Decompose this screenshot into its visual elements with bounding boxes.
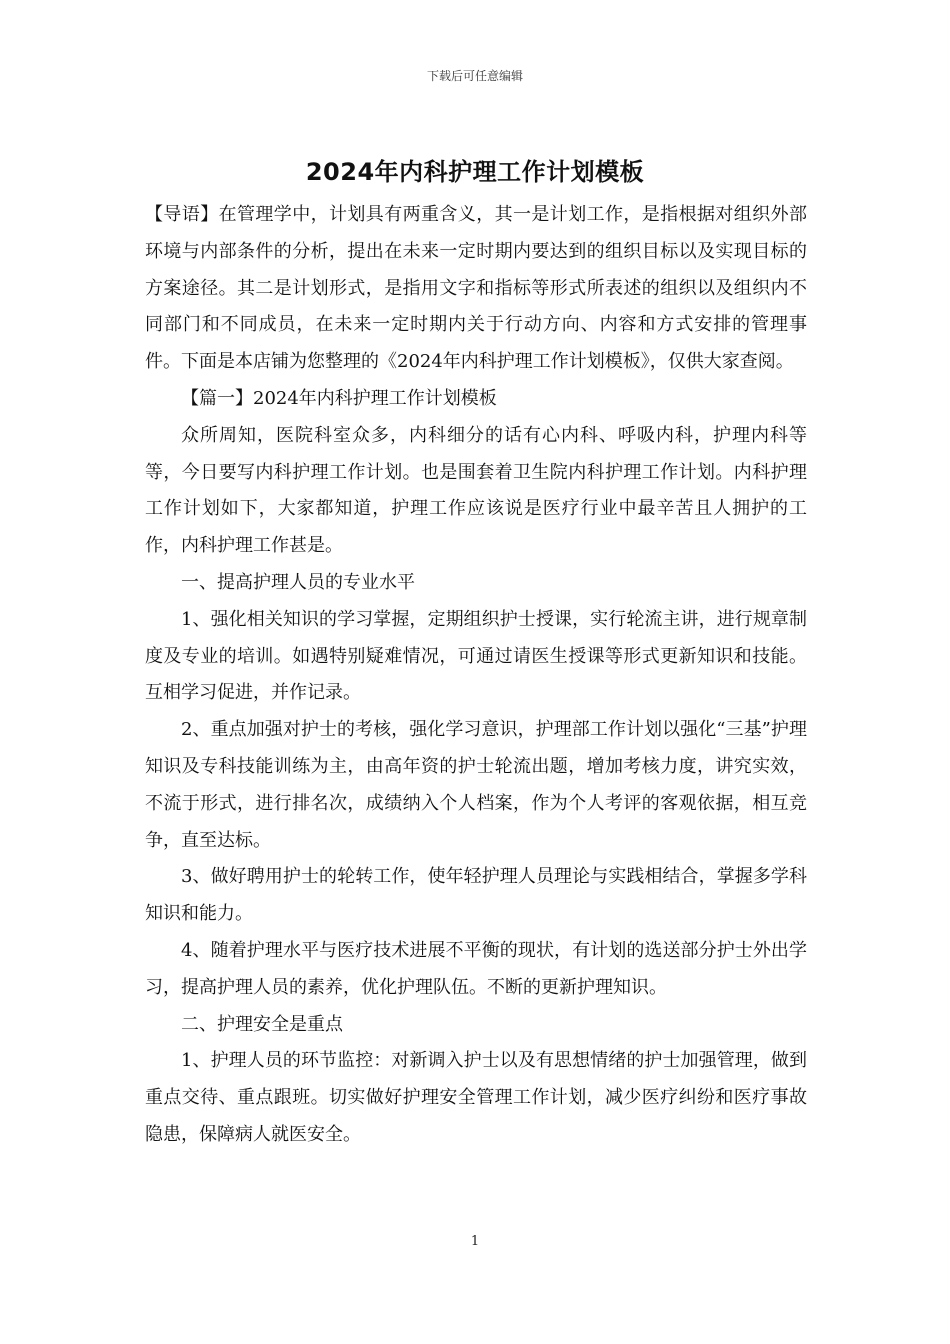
- intro-paragraph: 【导语】在管理学中，计划具有两重含义，其一是计划工作，是指根据对组织外部环境与内部条件的分析，提出在未来一定时期内要达到的组织目标以及实现目标的方案途径。其二是计划形式，是指用文字和指标等形式所表述的组织以及组织内不同部门和不同成员，在未来一定时期内关于行动方向、内容和方式安排的管理事件。下面是本店铺为您整理的《2024年内科护理工作计划模板》，仅供大家查阅。: [145, 204, 807, 373]
- body-paragraph: 1、护理人员的环节监控：对新调入护士以及有思想情绪的护士加强管理，做到重点交待、重点跟班。切实做好护理安全管理工作计划，减少医疗纠纷和医疗事故隐患，保障病人就医安全。: [145, 1050, 807, 1145]
- body-paragraph: 2、重点加强对护士的考核，强化学习意识，护理部工作计划以强化“三基”护理知识及专科技能训练为主，由高年资的护士轮流出题，增加考核力度，讲究实效，不流于形式，进行排名次，成绩纳入个人档案，作为个人考评的客观依据，相互竞争，直至达标。: [145, 719, 807, 851]
- header-note: 下载后可任意编辑: [426, 69, 523, 83]
- page-number: 1: [470, 1234, 480, 1249]
- document-body: [145, 197, 807, 1154]
- document-title: 2024年内科护理工作计划模板: [305, 158, 645, 186]
- body-paragraph: 4、随着护理水平与医疗技术进展不平衡的现状，有计划的选送部分护士外出学习，提高护理人员的素养，优化护理队伍。不断的更新护理知识。: [145, 939, 807, 998]
- section-heading-part-one: 【篇一】2024年内科护理工作计划模板: [181, 387, 497, 409]
- body-paragraph: 3、做好聘用护士的轮转工作，使年轻护理人员理论与实践相结合，掌握多学科知识和能力。: [145, 866, 807, 925]
- body-paragraph: 1、强化相关知识的学习掌握，定期组织护士授课，实行轮流主讲，进行规章制度及专业的培训。如遇特别疑难情况，可通过请医生授课等形式更新知识和技能。互相学习促进，并作记录。: [145, 608, 807, 704]
- section-heading: 一、提高护理人员的专业水平: [181, 571, 415, 593]
- section-heading: 二、护理安全是重点: [181, 1013, 343, 1035]
- body-paragraph: 众所周知，医院科室众多，内科细分的话有心内科、呼吸内科，护理内科等等，今日要写内科护理工作计划。也是围套着卫生院内科护理工作计划。内科护理工作计划如下，大家都知道，护理工作应该说是医疗行业中最辛苦且人拥护的工作，内科护理工作甚是。: [145, 424, 807, 557]
